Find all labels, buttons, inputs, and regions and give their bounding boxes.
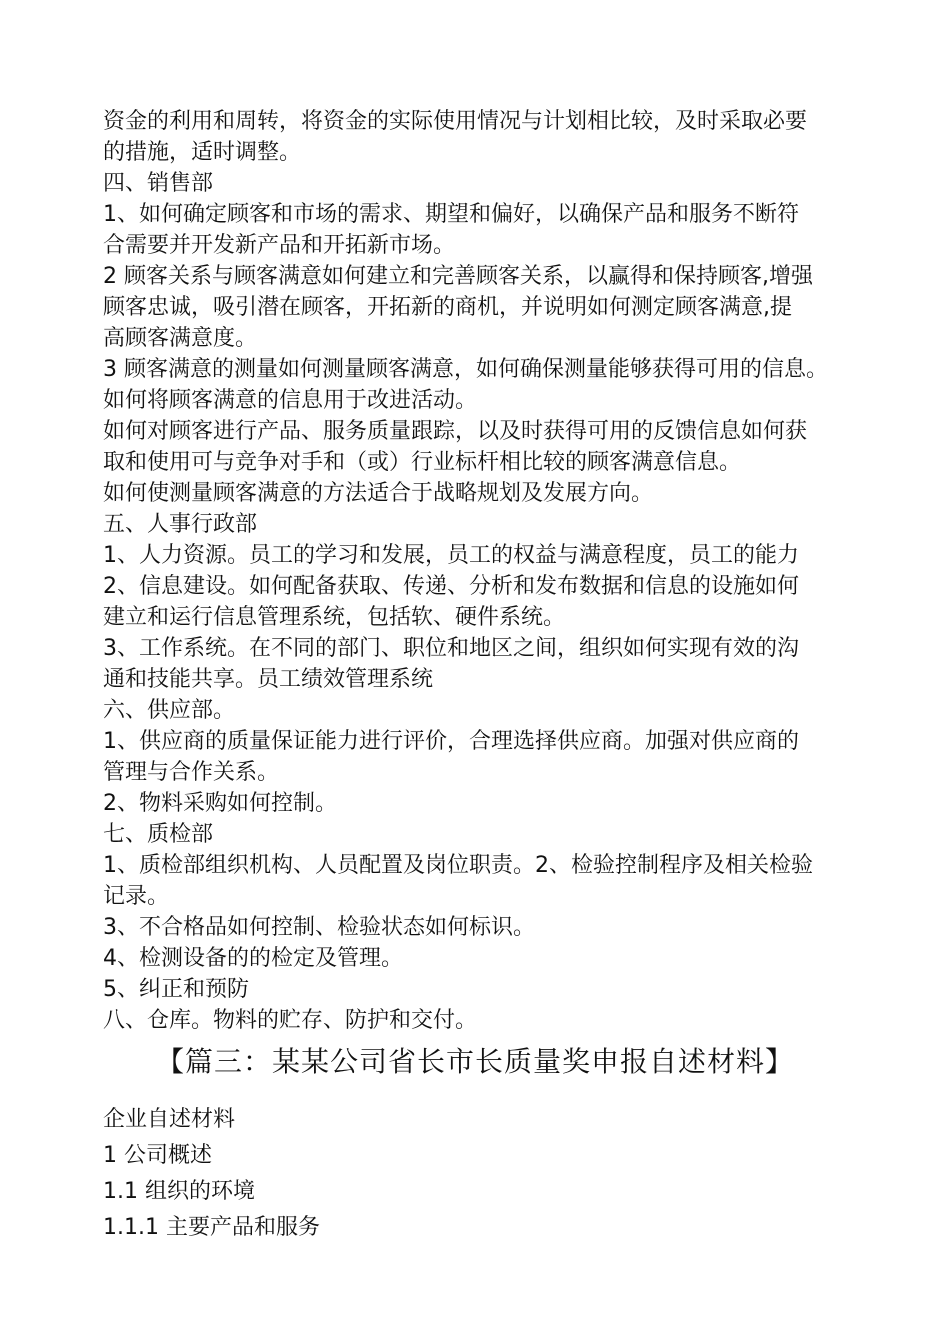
text-line: 1、质检部组织机构、人员配置及岗位职责。2、检验控制程序及相关检验: [103, 853, 813, 878]
text-line: 如何使测量顾客满意的方法适合于战略规划及发展方向。: [103, 481, 654, 506]
text-line: 2、信息建设。如何配备获取、传递、分析和发布数据和信息的设施如何: [103, 574, 799, 599]
text-line: 3、不合格品如何控制、检验状态如何标识。: [103, 915, 535, 940]
text-line: 六、供应部。: [103, 698, 236, 723]
text-line: 四、销售部: [103, 171, 214, 196]
text-line: 如何将顾客满意的信息用于改进活动。: [103, 388, 478, 413]
text-line: 5、纠正和预防: [103, 977, 249, 1002]
text-line: 七、质检部: [103, 822, 214, 847]
text-line: 高顾客满意度。: [103, 326, 258, 351]
text-line: 的措施，适时调整。: [103, 140, 302, 165]
text-line: 记录。: [103, 884, 170, 909]
text-line: 建立和运行信息管理系统，包括软、硬件系统。: [103, 605, 566, 630]
text-line: 通和技能共享。员工绩效管理系统: [103, 667, 434, 692]
text-line: 1、人力资源。员工的学习和发展，员工的权益与满意程度，员工的能力: [103, 543, 799, 568]
text-line: 3、工作系统。在不同的部门、职位和地区之间，组织如何实现有效的沟: [103, 636, 799, 661]
section-heading: 【篇三：某某公司省长市长质量奖申报自述材料】: [155, 1045, 794, 1078]
document-page: [103, 106, 863, 1246]
text-line: 八、仓库。物料的贮存、防护和交付。: [103, 1008, 478, 1033]
text-line: 如何对顾客进行产品、服务质量跟踪，以及时获得可用的反馈信息如何获: [103, 419, 808, 444]
text-line: 取和使用可与竞争对手和（或）行业标杆相比较的顾客满意信息。: [103, 450, 742, 475]
text-line: 3 顾客满意的测量如何测量顾客满意，如何确保测量能够获得可用的信息。: [103, 357, 828, 382]
text-line: 1.1.1 主要产品和服务: [103, 1215, 320, 1240]
text-line: 2、物料采购如何控制。: [103, 791, 337, 816]
text-line: 资金的利用和周转，将资金的实际使用情况与计划相比较，及时采取必要: [103, 109, 808, 134]
text-line: 2 顾客关系与顾客满意如何建立和完善顾客关系，以赢得和保持顾客,增强: [103, 264, 813, 289]
text-line: 1、如何确定顾客和市场的需求、期望和偏好，以确保产品和服务不断符: [103, 202, 799, 227]
document-body-section-1: [103, 106, 863, 1036]
text-line: 1、供应商的质量保证能力进行评价，合理选择供应商。加强对供应商的: [103, 729, 799, 754]
text-line: 管理与合作关系。: [103, 760, 280, 785]
text-line: 1 公司概述: [103, 1143, 212, 1168]
text-line: 五、人事行政部: [103, 512, 258, 537]
text-line: 企业自述材料: [103, 1107, 236, 1132]
text-line: 顾客忠诚，吸引潜在顾客，开拓新的商机，并说明如何测定顾客满意,提: [103, 295, 792, 320]
text-line: 1.1 组织的环境: [103, 1179, 255, 1204]
text-line: 合需要并开发新产品和开拓新市场。: [103, 233, 456, 258]
document-body-section-2: [103, 1102, 863, 1246]
text-line: 4、检测设备的的检定及管理。: [103, 946, 403, 971]
